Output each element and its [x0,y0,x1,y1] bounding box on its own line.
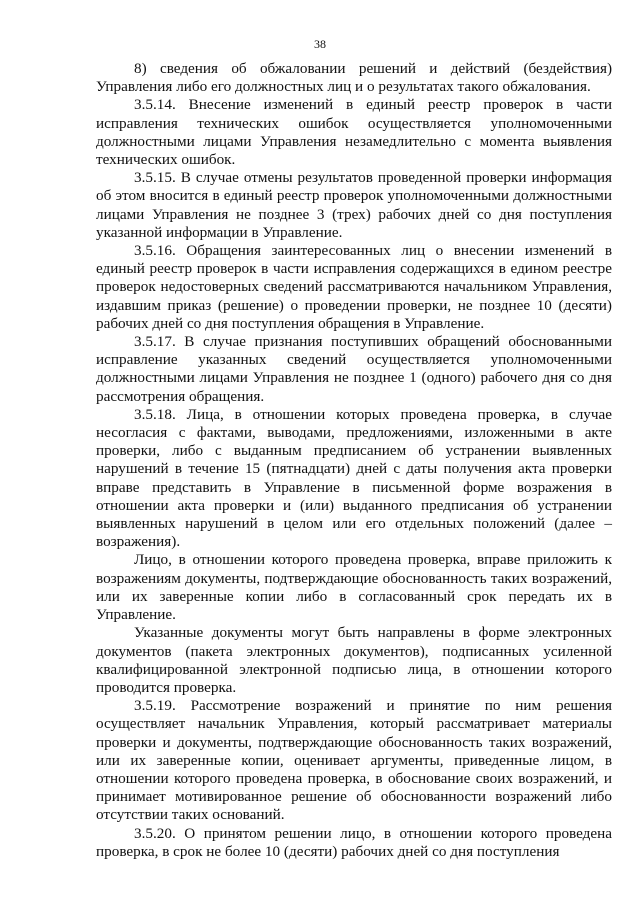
paragraph-electronic-documents: Указанные документы могут быть направлены в форме электронных документов (пакета электронных документов), подписанных усиленной квалифицированной электронной подписью лица, в отношении которого проводится проверка. [96,624,612,696]
paragraph-3-5-16: 3.5.16. Обращения заинтересованных лиц о внесении изменений в единый реестр проверок в части исправления содержащихся в едином реестре проверок недостоверных сведений рассматриваются начальником Управления, издавшим приказ (решение) о проведении проверки, не позднее 10 (десяти) рабочих дней со дня поступления обращения в Управление. [96,242,612,332]
paragraph-3-5-14: 3.5.14. Внесение изменений в единый реестр проверок в части исправления технических ошибок осуществляется уполномоченными должностными лицами Управления незамедлительно с момента выявления технических ошибок. [96,96,612,169]
paragraph-3-5-17: 3.5.17. В случае признания поступивших обращений обоснованными исправление указанных сведений осуществляется уполномоченными должностными лицами Управления не позднее 1 (одного) рабочего дня со дня рассмотрения обращения. [96,333,612,405]
page-number: 38 [314,37,326,51]
paragraph-3-5-20: 3.5.20. О принятом решении лицо, в отношении которого проведена проверка, в срок не более 10 (десяти) рабочих дней со дня поступления [96,824,612,860]
paragraph-3-5-18: 3.5.18. Лица, в отношении которых проведена проверка, в случае несогласия с фактами, выводами, предложениями, изложенными в акте проверки, либо с выданным предписанием об устранении выявленных нарушений в течение 15 (пятнадцати) дней с даты получения акта проверки вправе представить в Управление в письменной форме возражения в отношении акта проверки и (или) выданного предписания об устранении выявленных нарушений в целом или его отдельных положений (далее – возражения). [96,405,612,551]
paragraph-3-5-19: 3.5.19. Рассмотрение возражений и принятие по ним решения осуществляет начальник Управления, который рассматривает материалы проверки и документы, подтверждающие обоснованность таких возражений, или их заверенные копии, оценивает аргументы, приведенные лицом, в отношении которого проведена проверка, в обоснование своих возражений, и принимает мотивированное решение об обоснованности возражений либо отсутствии таких оснований. [96,697,612,824]
paragraph-item-8: 8) сведения об обжаловании решений и действий (бездействия) Управления либо его должностных лиц и о результатах такого обжалования. [96,60,612,96]
paragraph-objection-attachments: Лицо, в отношении которого проведена проверка, вправе приложить к возражениям документы, подтверждающие обоснованность таких возражений, или их заверенные копии либо в согласованный срок передать их в Управление. [96,551,612,624]
document-body [96,60,612,861]
paragraph-3-5-15: 3.5.15. В случае отмены результатов проведенной проверки информация об этом вносится в единый реестр проверок уполномоченными должностными лицами Управления не позднее 3 (трех) рабочих дней со дня поступления указанной информации в Управление. [96,169,612,241]
